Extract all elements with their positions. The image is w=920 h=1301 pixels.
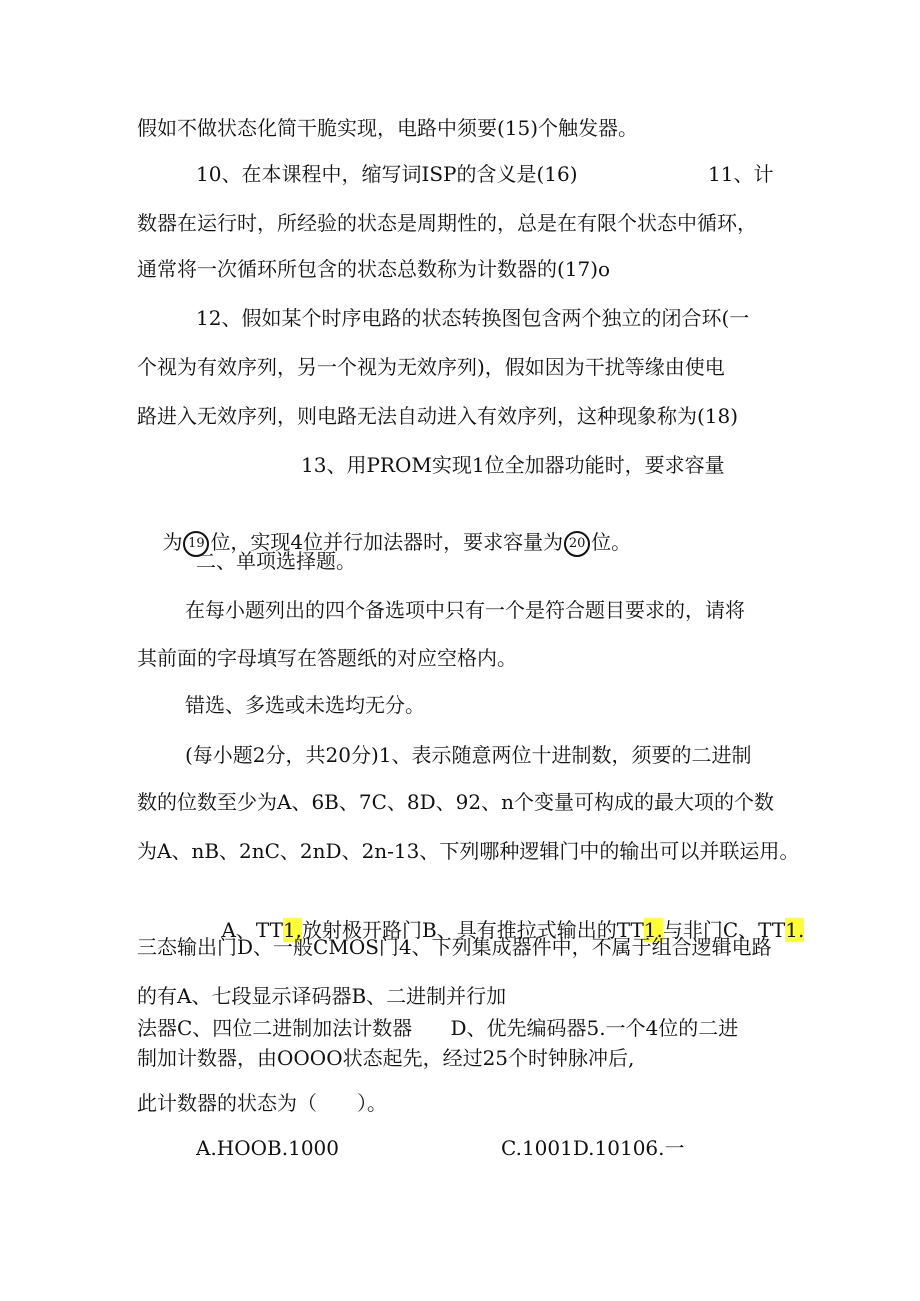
text-segment: A、TT [221, 918, 283, 942]
section-heading: 二、单项选择题。 [196, 549, 356, 573]
text-line: 其前面的字母填写在答题纸的对应空格内。 [137, 646, 517, 670]
highlight-mark: 1. [282, 918, 303, 942]
text-line: (每小题2分，共20分)1、表示随意两位十进制数，须要的二进制 [185, 743, 752, 767]
text-line: 假如不做状态化简干脆实现，电路中须要(15)个触发器。 [137, 116, 639, 140]
text-line: 路进入无效序列，则电路无法自动进入有效序列，这种现象称为(18) [137, 404, 739, 428]
text-segment: 为 [162, 530, 183, 554]
text-segment: 位。 [591, 530, 632, 554]
text-line: 12、假如某个时序电路的状态转换图包含两个独立的闭合环(一 [196, 306, 750, 330]
text-line: 为A、nB、2nC、2nD、2n-13、下列哪种逻辑门中的输出可以并联运用。 [137, 839, 800, 863]
text-line: 在每小题列出的四个备选项中只有一个是符合题目要求的，请将 [185, 598, 745, 622]
text-line: 13、用PROM实现1位全加器功能时，要求容量 [301, 453, 725, 477]
text-line: A.HOOB.1000 [196, 1136, 339, 1160]
circled-number: 20 [564, 531, 590, 557]
text-line: 通常将一次循环所包含的状态总数称为计数器的(17)o [137, 257, 611, 281]
text-line: 三态输出门D、一般CMOS门4、下列集成器件中，不属于组合逻辑电路 [137, 935, 772, 959]
text-line: 个视为有效序列，另一个视为无效序列)，假如因为干扰等缘由使电 [137, 355, 725, 379]
highlight-mark: 1. [785, 918, 805, 942]
text-line: 错选、多选或未选均无分。 [185, 693, 425, 717]
text-line: C.1001D.10106.一 [501, 1136, 685, 1160]
text-line: 11、计 [708, 162, 774, 186]
text-line: 制加计数器，由OOOO状态起先，经过25个时钟脉冲后, [137, 1046, 635, 1070]
text-line: 法器C、四位二进制加法计数器 D、优先编码器5.一个4位的二进 [137, 1016, 739, 1040]
text-line: 此计数器的状态为（ ）。 [137, 1091, 387, 1115]
circled-number: 19 [183, 531, 209, 557]
highlight-mark: 1. [643, 918, 663, 942]
text-segment: 放射极开路门B、具有推拉式输出的TT [302, 918, 644, 942]
text-segment: 与非门C、TT [662, 918, 786, 942]
text-line: 数的位数至少为A、6B、7C、8D、92、n个变量可构成的最大项的个数 [137, 790, 774, 814]
text-line: 的有A、七段显示译码器B、二进制并行加 [137, 984, 507, 1008]
text-line: 数器在运行时，所经验的状态是周期性的，总是在有限个状态中循环， [137, 211, 757, 235]
text-segment: 位，实现4位并行加法器时，要求容量为 [210, 530, 564, 554]
text-line: 10、在本课程中，缩写词ISP的含义是(16) [196, 162, 578, 186]
